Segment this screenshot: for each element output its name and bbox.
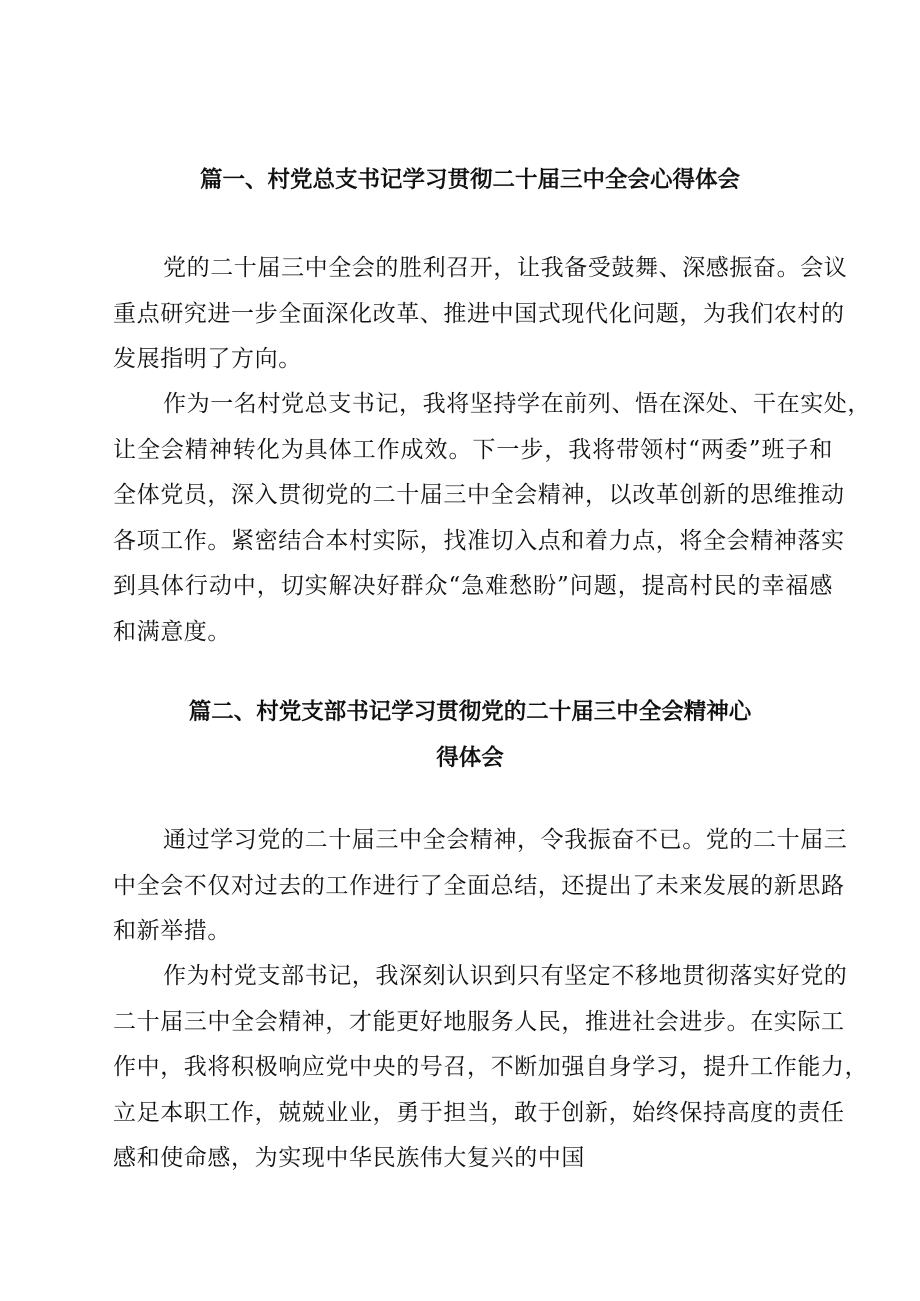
section-2-paragraph-2 bbox=[113, 954, 869, 1182]
section-2-title-line-2: 得体会 bbox=[436, 745, 504, 771]
paragraph-line: 通过学习党的二十届三中全会精神，令我振奋不已。党的二十届三 bbox=[163, 827, 848, 853]
paragraph-line: 立足本职工作，兢兢业业，勇于担当，敢于创新，始终保持高度的责任 bbox=[113, 1099, 845, 1126]
section-2-paragraph-1 bbox=[113, 818, 848, 955]
section-1-title-line: 篇一、村党总支书记学习贯彻二十届三中全会心得体会 bbox=[199, 167, 740, 193]
paragraph-line: 中全会不仅对过去的工作进行了全面总结，还提出了未来发展的新思路 bbox=[113, 872, 845, 899]
section-1-paragraph-1 bbox=[113, 246, 848, 383]
section-1-title bbox=[110, 157, 830, 203]
paragraph-line: 和满意度。 bbox=[113, 618, 231, 645]
paragraph-line: 作中，我将积极响应党中央的号召，不断加强自身学习，提升工作能力， bbox=[113, 1054, 869, 1080]
paragraph-line: 作为一名村党总支书记，我将坚持学在前列、悟在深处、干在实处， bbox=[163, 391, 871, 417]
section-1-paragraph-2 bbox=[113, 382, 871, 655]
paragraph-line: 作为村党支部书记，我深刻认识到只有坚定不移地贯彻落实好党的 bbox=[163, 963, 848, 989]
paragraph-line: 发展指明了方向。 bbox=[113, 346, 302, 372]
paragraph-line: 二十届三中全会精神，才能更好地服务人民，推进社会进步。在实际工 bbox=[113, 1008, 845, 1035]
paragraph-line: 各项工作。紧密结合本村实际，找准切入点和着力点，将全会精神落实 bbox=[113, 527, 845, 554]
paragraph-line: 到具体行动中，切实解决好群众“急难愁盼”问题，提高村民的幸福感 bbox=[113, 573, 833, 599]
paragraph-line: 重点研究进一步全面深化改革、推进中国式现代化问题，为我们农村的 bbox=[113, 300, 845, 327]
paragraph-line: 党的二十届三中全会的胜利召开，让我备受鼓舞、深感振奋。会议 bbox=[163, 255, 848, 281]
section-2-title bbox=[110, 689, 830, 781]
paragraph-line: 和新举措。 bbox=[113, 918, 231, 944]
section-2-title-line-1: 篇二、村党支部书记学习贯彻党的二十届三中全会精神心 bbox=[188, 699, 752, 725]
paragraph-line: 让全会精神转化为具体工作成效。下一步，我将带领村“两委”班子和 bbox=[113, 436, 833, 463]
paragraph-line: 感和使命感，为实现中华民族伟大复兴的中国 bbox=[113, 1145, 585, 1171]
paragraph-line: 全体党员，深入贯彻党的二十届三中全会精神，以改革创新的思维推动 bbox=[113, 482, 845, 508]
